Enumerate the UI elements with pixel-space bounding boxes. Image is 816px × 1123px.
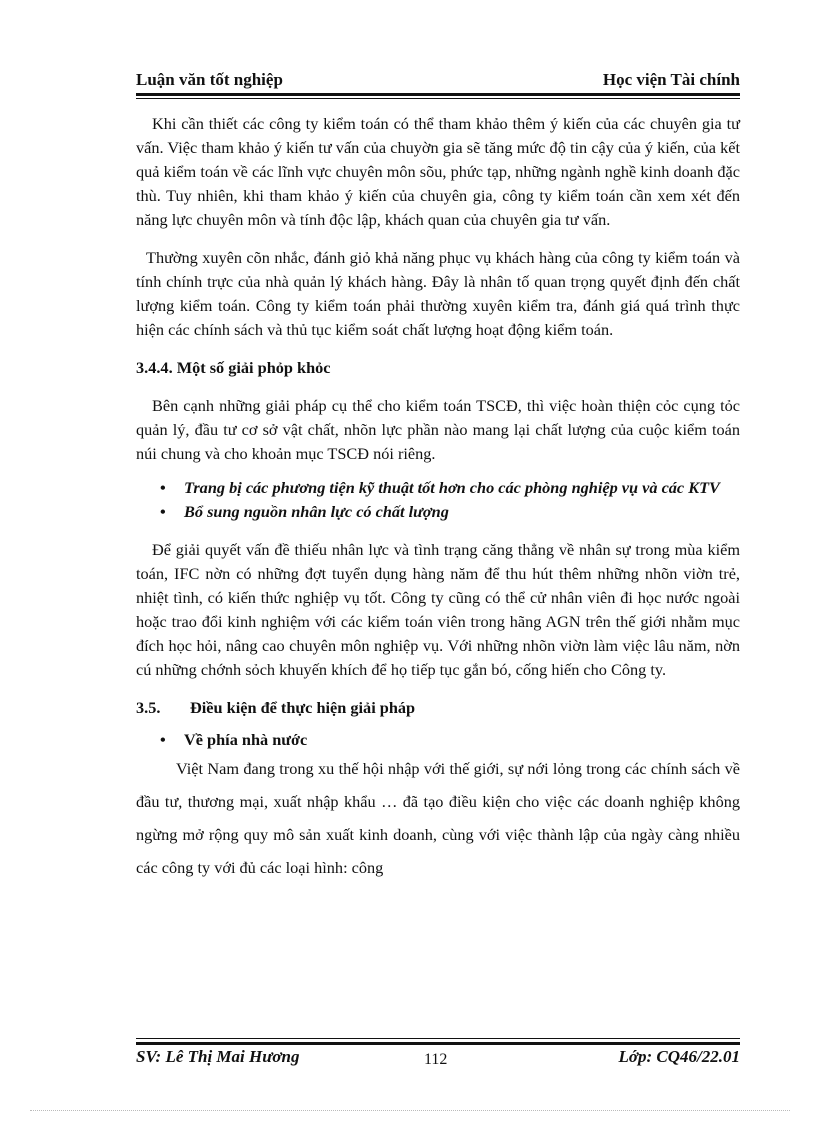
header-rule-thick (136, 93, 740, 96)
bullet-item (136, 500, 740, 524)
bullet-item (136, 476, 740, 500)
paragraph-other-solutions: Bên cạnh những giải pháp cụ thể cho kiểm toán TSCĐ, thì việc hoàn thiện cỏc cụng tỏc quản lý, đầu tư cơ sở vật chất, nhõn lực phần nào mang lại chất lượng của cuộc kiểm toán núi chung và cho khoản mục TSCĐ nói riêng. (136, 396, 740, 463)
footer-rule-thin (136, 1038, 740, 1039)
section-title: Điều kiện để thực hiện giải pháp (190, 698, 416, 717)
header-thesis-title: Luận văn tốt nghiệp (136, 70, 283, 89)
paragraph-state-conditions: Việt Nam đang trong xu thế hội nhập với thế giới, sự nới lỏng trong các chính sách về đầu tư, thương mại, xuất nhập khẩu … đã tạo điều kiện cho việc các doanh nghiệp không ngừng mở rộng quy mô sản xuất kinh doanh, cùng với việc thành lập của ngày càng nhiều các công ty với đủ các loại hình: công (136, 759, 740, 877)
bullet-icon: • (160, 478, 166, 497)
footer-class-code: Lớp: CQ46/22.01 (618, 1047, 740, 1066)
page-header (136, 70, 740, 92)
solution-bullet-list (136, 476, 740, 524)
page-number: 112 (424, 1051, 448, 1068)
paragraph-client-evaluation: Thường xuyên cõn nhắc, đánh giỏ khả năng phục vụ khách hàng của công ty kiểm toán và tính chính trực của nhà quản lý khách hàng. Đây là nhân tố quan trọng quyết định đến chất lượng kiểm toán. Công ty kiểm toán phải thường xuyên kiểm tra, đánh giá quá trình thực hiện các chính sách và thủ tục kiểm soát chất lượng hoạt động kiểm toán. (136, 248, 740, 339)
footer-student-name: SV: Lê Thị Mai Hương (136, 1047, 300, 1066)
bullet-icon: • (160, 730, 166, 749)
page-bottom-divider (30, 1110, 790, 1111)
page-footer (136, 1047, 740, 1071)
section-number: 3.5. (136, 698, 161, 717)
paragraph-staffing: Để giải quyết vấn đề thiếu nhân lực và tình trạng căng thẳng về nhân sự trong mùa kiểm toán, IFC nờn có những đợt tuyển dụng hàng năm để thu hút thêm những nhõn viờn trẻ, nhiệt tình, có kiến thức nghiệp vụ tốt. Công ty cũng có thể cử nhân viên đi học nước ngoài hoặc trao đổi kinh nghiệm với các kiểm toán viên trong hãng AGN trên thế giới nhằm mục đích học hỏi, nâng cao chuyên môn nghiệp vụ. Với những nhõn viờn làm việc lâu năm, nờn cú những chớnh sỏch khuyến khích để họ tiếp tục gắn bó, cống hiến cho Công ty. (136, 540, 740, 679)
section-heading-3-4-4: 3.4.4. Một số giải phỏp khỏc (136, 358, 331, 377)
subsection-bullet (136, 728, 740, 752)
bullet-icon: • (160, 502, 166, 521)
bullet-text: Bổ sung nguồn nhân lực có chất lượng (184, 502, 449, 521)
subsection-title: Về phía nhà nước (184, 730, 308, 749)
paragraph-expert-consult: Khi cần thiết các công ty kiểm toán có thể tham khảo thêm ý kiến của các chuyên gia tư vấn. Việc tham khảo ý kiến tư vấn của chuyờn gia sẽ tăng mức độ tin cậy của ý kiến, của kết quả kiểm toán về các lĩnh vực chuyên môn sõu, phức tạp, những ngành nghề kinh doanh đặc thù. Tuy nhiên, khi tham khảo ý kiến của chuyên gia, công ty kiểm toán cần xem xét đến năng lực chuyên môn và tính độc lập, khách quan của chuyên gia tư vấn. (136, 114, 740, 229)
bullet-text: Trang bị các phương tiện kỹ thuật tốt hơn cho các phòng nghiệp vụ và các KTV (184, 478, 720, 497)
section-heading-3-5 (136, 696, 740, 720)
header-rule-thin (136, 98, 740, 99)
page-content (136, 112, 740, 884)
footer-rule-thick (136, 1042, 740, 1045)
header-institution: Học viện Tài chính (602, 70, 740, 89)
